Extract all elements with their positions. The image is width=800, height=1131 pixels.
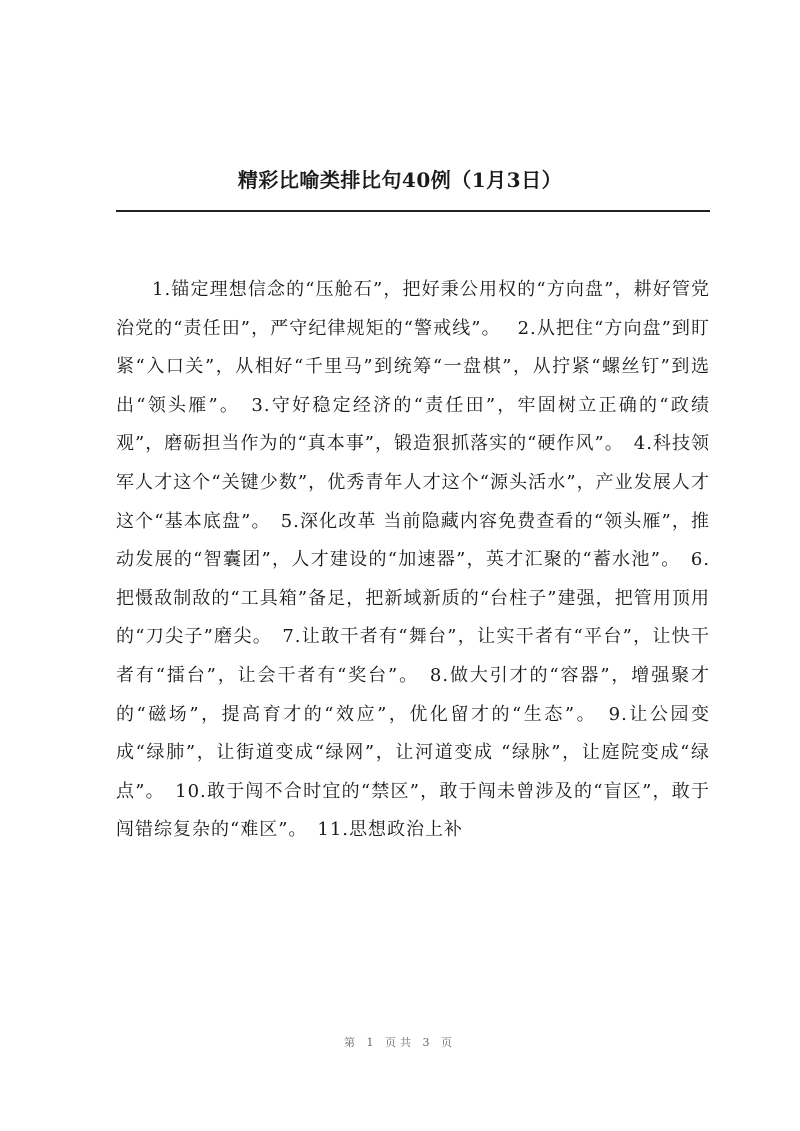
title-divider bbox=[116, 210, 710, 212]
document-title: 精彩比喻类排比句40例（1月3日） bbox=[237, 168, 563, 192]
page-footer: 第 1 页共 3 页 bbox=[344, 1036, 456, 1049]
document-body-text: 1.锚定理想信念的“压舱石”，把好秉公用权的“方向盘”，耕好管党治党的“责任田”，严守纪律规矩的“警戒线”。 2.从把住“方向盘”到盯紧“入口关”，从相好“千里马”到统筹“一盘棋”，从拧紧“螺丝钉”到选出“领头雁”。 3.守好稳定经济的“责任田”，牢固树立正确的“政绩观”，磨砺担当作为的“真本事”，锻造狠抓落实的“硬作风”。 4.科技领军人才这个“关键少数”，优秀青年人才这个“源头活水”，产业发展人才这个“基本底盘”。 5.深化改革 当前隐藏内容免费查看的“领头雁”，推动发展的“智囊团”，人才建设的“加速器”，英才汇聚的“蓄水池”。 6.把慑敌制敌的“工具箱”备足，把新域新质的“台柱子”建强，把管用顶用的“刀尖子”磨尖。 7.让敢干者有“舞台”，让实干者有“平台”，让快干者有“擂台”，让会干者有“奖台”。 8.做大引才的“容器”，增强聚才的“磁场”，提高育才的“效应”，优化留才的“生态”。 9.让公园变成“绿肺”，让街道变成“绿网”，让河道变成 “绿脉”，让庭院变成“绿点”。 10.敢于闯不合时宜的“禁区”，敢于闯未曾涉及的“盲区”，敢于闯错综复杂的“难区”。 11.思想政治上补 bbox=[116, 279, 710, 841]
